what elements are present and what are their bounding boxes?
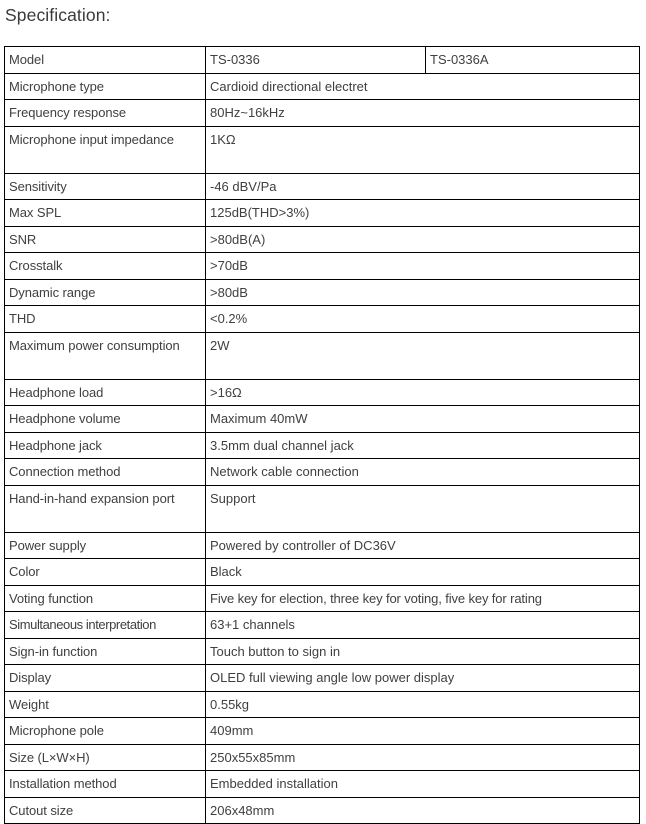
table-row — [5, 771, 640, 798]
spec-value: 0.55kg — [206, 691, 640, 718]
spec-label: Simultaneous interpretation — [5, 612, 206, 639]
spec-label: Power supply — [5, 532, 206, 559]
spec-label: Hand-in-hand expansion port — [5, 485, 206, 532]
spec-value: Five key for election, three key for voting, five key for rating — [206, 585, 640, 612]
spec-value: 1KΩ — [206, 126, 640, 173]
table-row — [5, 585, 640, 612]
spec-value: Network cable connection — [206, 459, 640, 486]
table-row — [5, 485, 640, 532]
table-row — [5, 73, 640, 100]
table-row — [5, 612, 640, 639]
spec-label: Model — [5, 47, 206, 74]
spec-label: Color — [5, 559, 206, 586]
table-row — [5, 459, 640, 486]
table-row — [5, 744, 640, 771]
spec-value: 80Hz~16kHz — [206, 100, 640, 127]
spec-label: THD — [5, 306, 206, 333]
spec-value: TS-0336 — [206, 47, 426, 74]
spec-value: >70dB — [206, 253, 640, 280]
spec-value: -46 dBV/Pa — [206, 173, 640, 200]
spec-label: Microphone input impedance — [5, 126, 206, 173]
table-row — [5, 406, 640, 433]
specification-table — [4, 46, 640, 824]
spec-value: Cardioid directional electret — [206, 73, 640, 100]
spec-label: Microphone pole — [5, 718, 206, 745]
spec-label: Sign-in function — [5, 638, 206, 665]
spec-value: Embedded installation — [206, 771, 640, 798]
spec-value: Touch button to sign in — [206, 638, 640, 665]
spec-label: Display — [5, 665, 206, 692]
spec-value: Support — [206, 485, 640, 532]
spec-value: Powered by controller of DC36V — [206, 532, 640, 559]
table-row — [5, 379, 640, 406]
spec-value: >80dB(A) — [206, 226, 640, 253]
spec-label: Headphone volume — [5, 406, 206, 433]
table-row — [5, 306, 640, 333]
spec-label: Sensitivity — [5, 173, 206, 200]
spec-value: Maximum 40mW — [206, 406, 640, 433]
spec-value: 63+1 channels — [206, 612, 640, 639]
table-row — [5, 279, 640, 306]
spec-label: Voting function — [5, 585, 206, 612]
table-row — [5, 47, 640, 74]
spec-label: Microphone type — [5, 73, 206, 100]
spec-label: Frequency response — [5, 100, 206, 127]
table-row — [5, 332, 640, 379]
table-row — [5, 691, 640, 718]
spec-label: Maximum power consumption — [5, 332, 206, 379]
table-row — [5, 638, 640, 665]
spec-label: Size (L×W×H) — [5, 744, 206, 771]
table-row — [5, 665, 640, 692]
table-row — [5, 253, 640, 280]
spec-value: OLED full viewing angle low power display — [206, 665, 640, 692]
spec-value: 3.5mm dual channel jack — [206, 432, 640, 459]
spec-label: Weight — [5, 691, 206, 718]
spec-value: 409mm — [206, 718, 640, 745]
table-row — [5, 797, 640, 824]
spec-value: 2W — [206, 332, 640, 379]
page-title: Specification: — [5, 5, 111, 25]
specification-table-body — [5, 47, 640, 824]
table-row — [5, 432, 640, 459]
spec-label: Cutout size — [5, 797, 206, 824]
spec-label: Connection method — [5, 459, 206, 486]
spec-label: Headphone jack — [5, 432, 206, 459]
table-row — [5, 200, 640, 227]
table-row — [5, 559, 640, 586]
table-row — [5, 126, 640, 173]
spec-value: 250x55x85mm — [206, 744, 640, 771]
spec-label: Crosstalk — [5, 253, 206, 280]
spec-label: Installation method — [5, 771, 206, 798]
table-row — [5, 100, 640, 127]
spec-label: Max SPL — [5, 200, 206, 227]
table-row — [5, 226, 640, 253]
table-row — [5, 718, 640, 745]
spec-value: Black — [206, 559, 640, 586]
spec-value: <0.2% — [206, 306, 640, 333]
spec-value: >16Ω — [206, 379, 640, 406]
table-row — [5, 532, 640, 559]
table-row — [5, 173, 640, 200]
spec-label: Dynamic range — [5, 279, 206, 306]
spec-value-alt: TS-0336A — [426, 47, 640, 74]
spec-value: >80dB — [206, 279, 640, 306]
spec-label: Headphone load — [5, 379, 206, 406]
spec-value: 206x48mm — [206, 797, 640, 824]
spec-label: SNR — [5, 226, 206, 253]
spec-value: 125dB(THD>3%) — [206, 200, 640, 227]
